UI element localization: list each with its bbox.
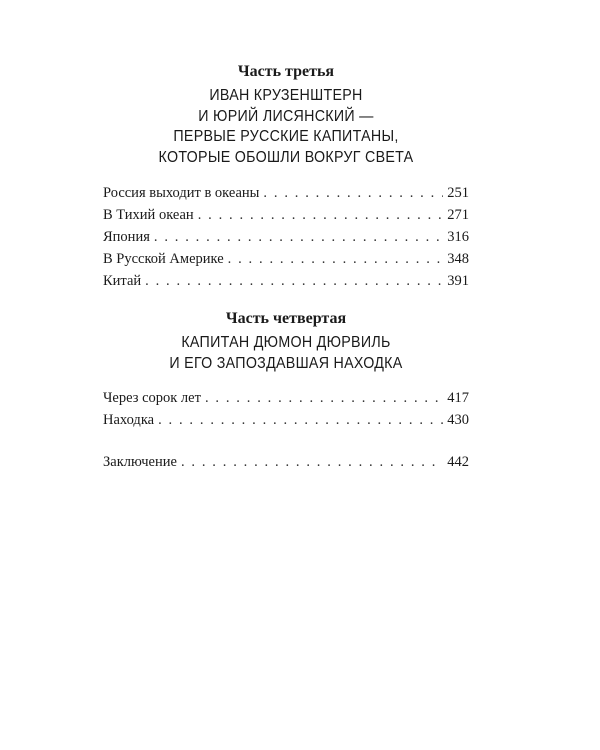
toc-leader-dots — [263, 182, 443, 204]
part-three-entries — [103, 182, 469, 292]
toc-leader-dots — [145, 270, 443, 292]
toc-leader-dots — [158, 409, 443, 431]
toc-entry[interactable] — [103, 204, 469, 226]
toc-entry-title: Находка — [103, 412, 155, 428]
table-of-contents — [103, 62, 469, 473]
toc-entry[interactable] — [103, 226, 469, 248]
toc-entry-title: Заключение — [103, 454, 177, 470]
part-label: Часть третья — [237, 63, 335, 80]
part-title — [118, 333, 455, 374]
part-title-line: КАПИТАН ДЮМОН ДЮРВИЛЬ — [181, 334, 391, 351]
part-title-line: ПЕРВЫЕ РУССКИЕ КАПИТАНЫ, — [173, 128, 399, 145]
toc-entry-page: 417 — [447, 390, 469, 406]
part-label: Часть четвертая — [225, 310, 347, 327]
part-title — [118, 86, 455, 168]
toc-entry-page: 271 — [447, 207, 469, 223]
toc-leader-dots — [198, 204, 444, 226]
toc-leader-dots — [181, 451, 443, 473]
part-title-line: ИВАН КРУЗЕНШТЕРН — [209, 87, 363, 104]
toc-entry[interactable] — [103, 270, 469, 292]
toc-entry-title: Через сорок лет — [103, 390, 201, 406]
toc-entry[interactable] — [103, 409, 469, 431]
toc-entry-page: 430 — [447, 412, 469, 428]
toc-entry-page: 251 — [447, 185, 469, 201]
toc-entry-title: Россия выходит в океаны — [103, 185, 260, 201]
toc-leader-dots — [205, 387, 443, 409]
part-title-line: И ЕГО ЗАПОЗДАВШАЯ НАХОДКА — [169, 354, 403, 372]
toc-leader-dots — [154, 226, 443, 248]
toc-entry[interactable] — [103, 451, 469, 473]
toc-entry-title: Китай — [103, 273, 142, 289]
part-four-heading — [103, 309, 469, 374]
toc-entry-page: 348 — [447, 251, 469, 267]
part-title-line: И ЮРИЙ ЛИСЯНСКИЙ — — [198, 107, 374, 125]
toc-entry-title: В Тихий океан — [103, 207, 194, 223]
toc-entry-page: 391 — [447, 273, 469, 289]
toc-entry-title: В Русской Америке — [103, 251, 224, 267]
toc-entry[interactable] — [103, 248, 469, 270]
part-three-heading — [103, 62, 469, 168]
toc-leader-dots — [228, 248, 444, 270]
toc-entry[interactable] — [103, 182, 469, 204]
part-four-entries — [103, 387, 469, 431]
part-title-line: КОТОРЫЕ ОБОШЛИ ВОКРУГ СВЕТА — [158, 148, 414, 166]
toc-entry-page: 316 — [447, 229, 469, 245]
conclusion-entry — [103, 451, 469, 473]
toc-entry[interactable] — [103, 387, 469, 409]
toc-entry-page: 442 — [447, 454, 469, 470]
toc-entry-title: Япония — [103, 229, 150, 245]
